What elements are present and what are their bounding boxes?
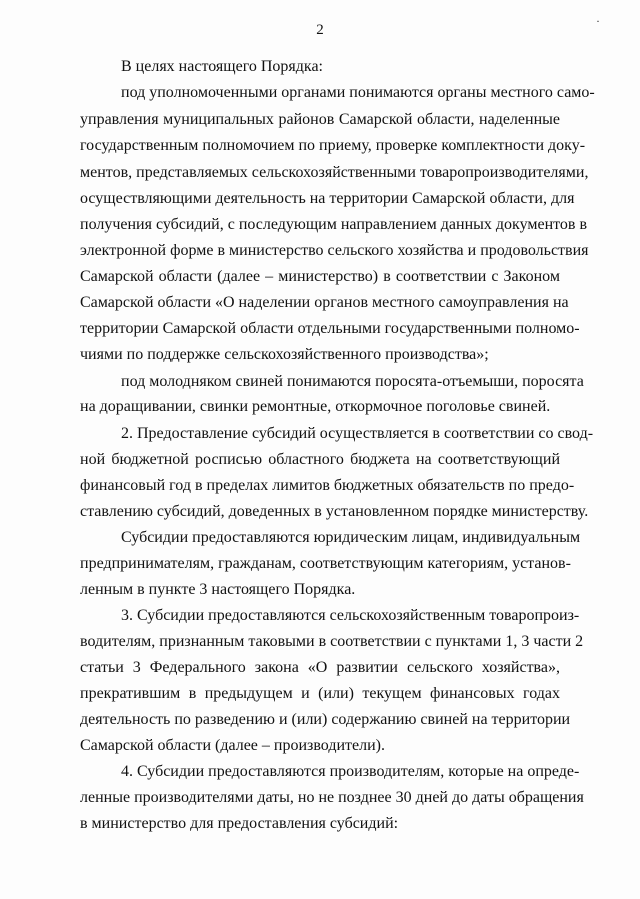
text-line: электронной форме в министерство сельского хозяйства и продовольствия	[80, 242, 589, 259]
text-line: территории Самарской области отдельными государственными полномо-	[80, 320, 580, 337]
text-line: управления муниципальных районов Самарской области, наделенные	[80, 111, 560, 128]
text-line: 4. Субсидии предоставляются производителям, которые на опреде-	[121, 763, 580, 780]
text-line: предпринимателям, гражданам, соответствующим категориям, установ-	[80, 555, 571, 572]
text-line: деятельность по разведению и (или) содержанию свиней на территории	[80, 711, 571, 728]
text-line: ной бюджетной росписью областного бюджета на соответствующий	[80, 451, 560, 468]
text-line: ставлению субсидий, доведенных в установленном порядке министерству.	[80, 503, 589, 520]
text-line: государственным полномочием по приему, проверке комплектности доку-	[80, 137, 586, 154]
text-line: В целях настоящего Порядка:	[121, 58, 323, 75]
text-line: чиями по поддержке сельскохозяйственного производства»;	[80, 346, 489, 363]
text-line: ленным в пункте 3 настоящего Порядка.	[80, 581, 356, 598]
text-line: Самарской области (далее – производители).	[80, 737, 385, 754]
text-line: на доращивании, свинки ремонтные, откормочное поголовье свиней.	[80, 398, 551, 415]
text-line: статьи 3 Федерального закона «О развитии сельского хозяйства»,	[80, 659, 560, 676]
text-line: Субсидии предоставляются юридическим лицам, индивидуальным	[121, 529, 581, 546]
text-line: 3. Субсидии предоставляются сельскохозяйственным товаропроиз-	[121, 607, 580, 624]
text-line: водителям, признанным таковыми в соответствии с пунктами 1, 3 части 2	[80, 633, 584, 650]
text-line: под уполномоченными органами понимаются органы местного само-	[121, 84, 595, 101]
text-line: Самарской области (далее – министерство) в соответствии с Законом	[80, 268, 560, 285]
text-line: под молодняком свиней понимаются поросята-отъемыши, поросята	[121, 373, 584, 390]
text-line: получения субсидий, с последующим направлением данных документов в	[80, 216, 588, 233]
scan-mark: ·	[596, 14, 600, 28]
text-line: ленные производителями даты, но не позднее 30 дней до даты обращения	[80, 789, 584, 806]
text-line: Самарской области «О наделении органов местного самоуправления на	[80, 294, 569, 311]
text-line: финансовый год в пределах лимитов бюджетных обязательств по предо-	[80, 477, 575, 494]
text-line: ментов, представляемых сельскохозяйственными товаропроизводителями,	[80, 164, 589, 181]
text-line: прекратившим в предыдущем и (или) текущем финансовых годах	[80, 685, 560, 702]
text-line: в министерство для предоставления субсидий:	[80, 815, 399, 832]
page-number: 2	[316, 22, 324, 38]
text-line: 2. Предоставление субсидий осуществляется в соответствии со свод-	[121, 425, 594, 442]
text-line: осуществляющими деятельность на территории Самарской области, для	[80, 190, 575, 207]
